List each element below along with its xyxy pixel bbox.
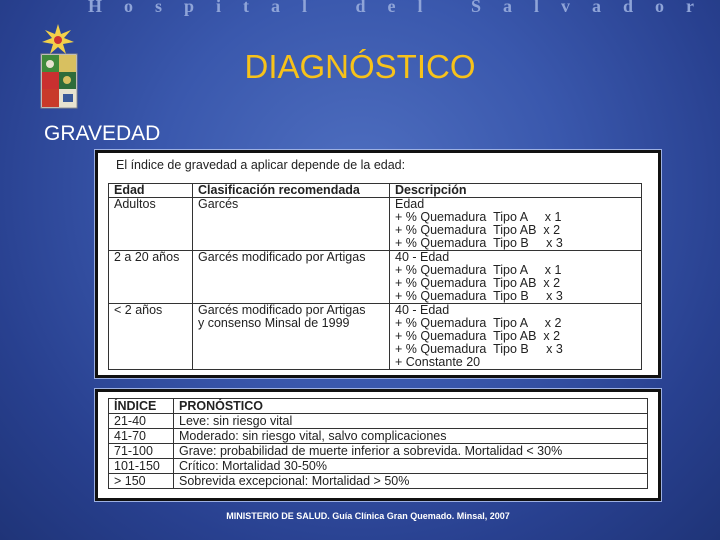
column-header-age: Edad — [109, 184, 193, 198]
severity-table — [108, 183, 642, 370]
source-citation: MINISTERIO DE SALUD. Guía Clínica Gran Quemado. Minsal, 2007 — [226, 511, 510, 521]
table-row — [109, 429, 648, 444]
classification-cell: Garcés — [193, 198, 390, 251]
index-cell: > 150 — [109, 474, 174, 489]
index-cell: 101-150 — [109, 459, 174, 474]
index-cell: 41-70 — [109, 429, 174, 444]
table-header-row — [109, 399, 648, 414]
table-row — [109, 304, 642, 370]
section-subtitle: GRAVEDAD — [44, 122, 161, 145]
prognosis-cell: Crítico: Mortalidad 30-50% — [174, 459, 648, 474]
table-row — [109, 198, 642, 251]
prognosis-cell: Sobrevida excepcional: Mortalidad > 50% — [174, 474, 648, 489]
index-cell: 21-40 — [109, 414, 174, 429]
column-header-classification: Clasificación recomendada — [193, 184, 390, 198]
classification-cell: Garcés modificado por Artigas y consenso Minsal de 1999 — [193, 304, 390, 370]
description-cell: 40 - Edad + % Quemadura Tipo A x 1 + % Quemadura Tipo AB x 2 + % Quemadura Tipo B x 3 — [390, 251, 642, 304]
institution-header: Hospital del Salvador — [88, 0, 717, 16]
age-cell: < 2 años — [109, 304, 193, 370]
prognosis-cell: Moderado: sin riesgo vital, salvo complicaciones — [174, 429, 648, 444]
slide-title: DIAGNÓSTICO — [244, 48, 476, 85]
age-cell: Adultos — [109, 198, 193, 251]
prognosis-table — [108, 398, 648, 489]
table-row — [109, 444, 648, 459]
table-row — [109, 474, 648, 489]
severity-index-panel — [95, 150, 661, 378]
column-header-index: ÍNDICE — [109, 399, 174, 414]
age-cell: 2 a 20 años — [109, 251, 193, 304]
prognosis-cell: Grave: probabilidad de muerte inferior a sobrevida. Mortalidad < 30% — [174, 444, 648, 459]
prognosis-cell: Leve: sin riesgo vital — [174, 414, 648, 429]
description-cell: 40 - Edad + % Quemadura Tipo A x 2 + % Quemadura Tipo AB x 2 + % Quemadura Tipo B x 3 + Constante 20 — [390, 304, 642, 370]
table-row — [109, 251, 642, 304]
index-cell: 71-100 — [109, 444, 174, 459]
table-row — [109, 414, 648, 429]
prognosis-panel — [95, 389, 661, 501]
severity-intro-text: El índice de gravedad a aplicar depende de la edad: — [116, 158, 406, 172]
classification-cell: Garcés modificado por Artigas — [193, 251, 390, 304]
column-header-description: Descripción — [390, 184, 642, 198]
column-header-prognosis: PRONÓSTICO — [174, 399, 648, 414]
table-row — [109, 459, 648, 474]
description-cell: Edad + % Quemadura Tipo A x 1 + % Quemadura Tipo AB x 2 + % Quemadura Tipo B x 3 — [390, 198, 642, 251]
table-header-row — [109, 184, 642, 198]
